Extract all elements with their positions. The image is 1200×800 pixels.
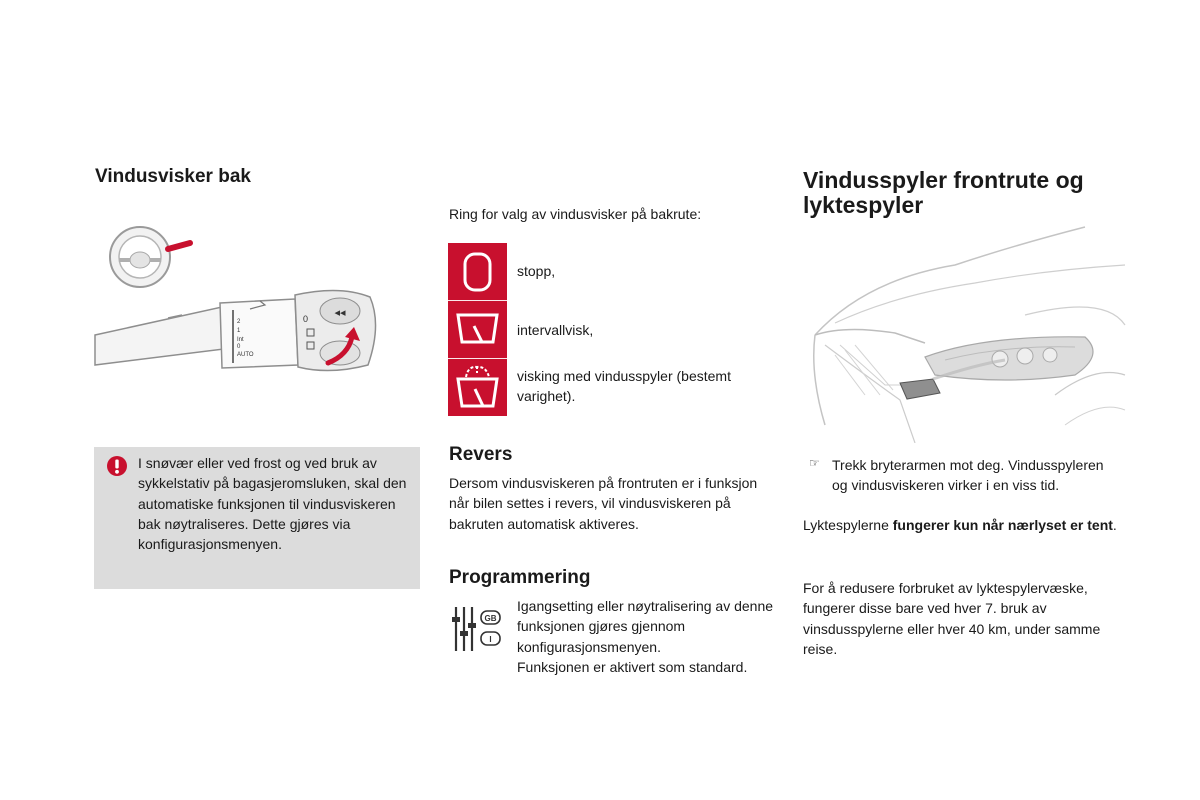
mode-interval-label: intervallvisk, (517, 322, 594, 338)
headlamp-note-prefix: Lyktespylerne (803, 517, 893, 533)
wipe-wash-icon (448, 359, 507, 416)
warning-text: I snøvær eller ved frost og ved bruk av sykkelstativ på bagasjeromsluken, skal den automatiske funksjonen til vindusviskeren bak nøytraliseres. Dette gjøres via konfigurasjonsmenyen. (138, 455, 407, 553)
stalk-label-auto: AUTO (237, 352, 254, 358)
revers-text: Dersom vindusviskeren på frontruten er i funksjon når bilen settes i revers, vil vindusviskeren på bakruten automatisk aktiveres. (449, 475, 758, 532)
section-title-rear-wiper: Vindusvisker bak (95, 166, 251, 187)
wiper-stalk-illustration (90, 215, 420, 390)
programming-text-line2: Funksjonen er aktivert som standard. (517, 658, 748, 675)
interval-wipe-icon (448, 301, 507, 358)
section-title-revers: Revers (449, 444, 513, 465)
reduce-consumption-text: For å redusere forbruket av lyktespylervæske, fungerer disse bare ved hver 7. bruk av vinsdusspylerne eller hver 40 km, under samme reise. (803, 580, 1101, 657)
svg-text:◂◂: ◂◂ (334, 307, 346, 319)
pull-bullet-icon: ☞ (809, 456, 820, 470)
section-title-front-washer: Vindusspyler frontrute og lyktespyler (803, 167, 1084, 218)
mode-stop-label: stopp, (517, 263, 556, 279)
section-title-programming: Programmering (449, 567, 591, 588)
svg-text:0: 0 (303, 314, 309, 324)
pull-text: Trekk bryterarmen mot deg. Vindusspyleren og vindusviskeren virker i en viss tid. (832, 457, 1104, 494)
config-label-gb: GB (484, 614, 497, 623)
config-label-i: I (489, 635, 492, 644)
steering-wheel-icon (110, 227, 190, 287)
headlamp-note (803, 515, 1123, 535)
mode-wash-label: visking med vindusspyler (bestemt varighet). (517, 368, 731, 404)
stalk-label-0: 0 (237, 344, 241, 350)
stalk-label-2: 2 (237, 319, 241, 325)
exclamation-icon (106, 455, 128, 477)
configuration-menu-icon (450, 603, 506, 655)
stop-icon (448, 243, 507, 300)
wiper-mode-strip (448, 243, 507, 416)
stalk-label-1: 1 (237, 328, 241, 334)
stalk-label-int: Int (237, 337, 244, 343)
headlamp-note-bold: fungerer kun når nærlyset er tent (892, 517, 1113, 533)
programming-text-line1: Igangsetting eller nøytralisering av denne funksjonen gjøres gjennom konfigurasjonsmenyen. (517, 598, 774, 655)
headlamp-note-suffix: . (1112, 517, 1117, 533)
ring-intro-text: Ring for valg av vindusvisker på bakrute: (449, 206, 702, 222)
programming-text (517, 596, 777, 677)
headlamp-washer-illustration (805, 225, 1130, 443)
